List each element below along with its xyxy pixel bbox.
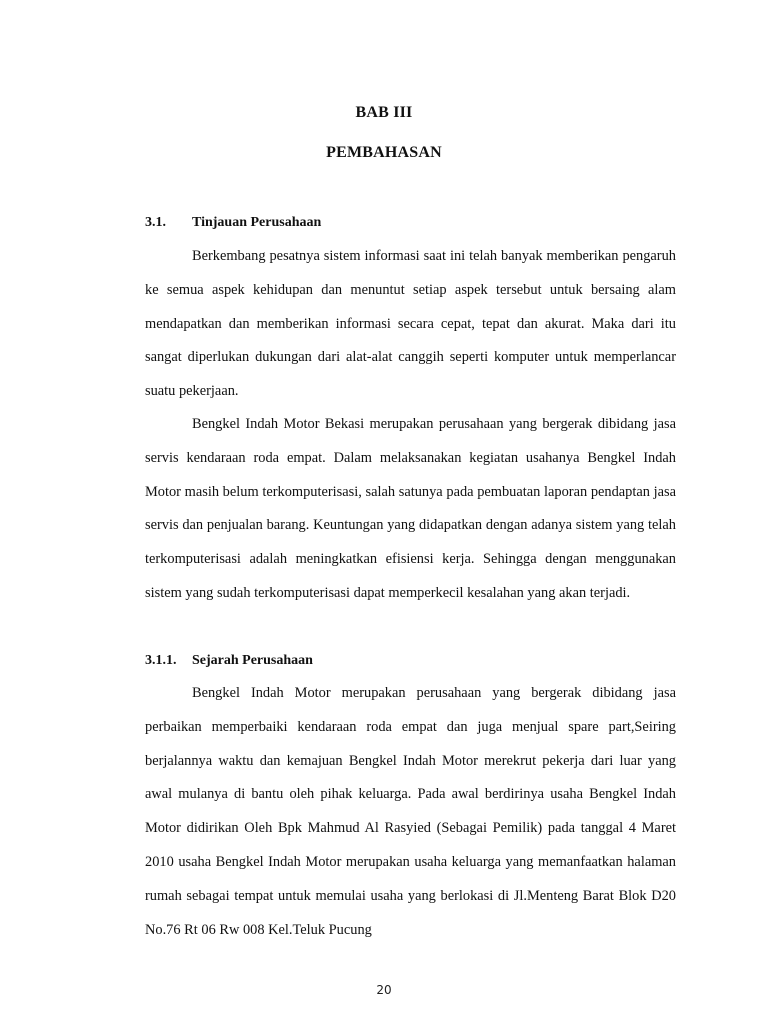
page-number: 20 <box>376 983 392 997</box>
section-title: Tinjauan Perusahaan <box>192 215 322 230</box>
section-heading-3-1-1 <box>145 653 313 669</box>
section-number: 3.1.1. <box>145 653 177 668</box>
section-heading-3-1 <box>145 215 322 231</box>
body-paragraph: Bengkel Indah Motor merupakan perusahaan yang bergerak dibidang jasa perbaikan memperbaiki kendaraan roda empat dan juga menjual spare part,Seiring berjalannya waktu dan kemajuan Bengkel Indah Motor merekrut pekerja dari luar yang awal mulanya di bantu oleh pihak keluarga. Pada awal berdirinya usaha Bengkel Indah Motor didirikan Oleh Bpk Mahmud Al Rasyied (Sebagai Pemilik) pada tanggal 4 Maret 2010 usaha Bengkel Indah Motor merupakan usaha keluarga yang memanfaatkan halaman rumah sebagai tempat untuk memulai usaha yang berlokasi di Jl.Menteng Barat Blok D20 No.76 Rt 06 Rw 008 Kel.Teluk Pucung <box>145 685 676 938</box>
chapter-title: PEMBAHASAN <box>326 144 442 161</box>
chapter-number: BAB III <box>355 104 413 121</box>
section-title: Sejarah Perusahaan <box>192 653 313 668</box>
body-paragraph: Bengkel Indah Motor Bekasi merupakan perusahaan yang bergerak dibidang jasa servis kendaraan roda empat. Dalam melaksanakan kegiatan usahanya Bengkel Indah Motor masih belum terkomputerisasi, salah satunya pada pembuatan laporan pendaptan jasa servis dan penjualan barang. Keuntungan yang didapatkan dengan adanya sistem yang telah terkomputerisasi adalah meningkatkan efisiensi kerja. Sehingga dengan menggunakan sistem yang sudah terkomputerisasi dapat memperkecil kesalahan yang akan terjadi. <box>145 416 676 601</box>
body-paragraph: Berkembang pesatnya sistem informasi saat ini telah banyak memberikan pengaruh ke semua aspek kehidupan dan menuntut setiap aspek tersebut untuk bersaing alam mendapatkan dan memberikan informasi secara cepat, tepat dan akurat. Maka dari itu sangat diperlukan dukungan dari alat-alat canggih seperti komputer untuk memperlancar suatu pekerjaan. <box>145 248 676 400</box>
section-number: 3.1. <box>145 215 166 230</box>
